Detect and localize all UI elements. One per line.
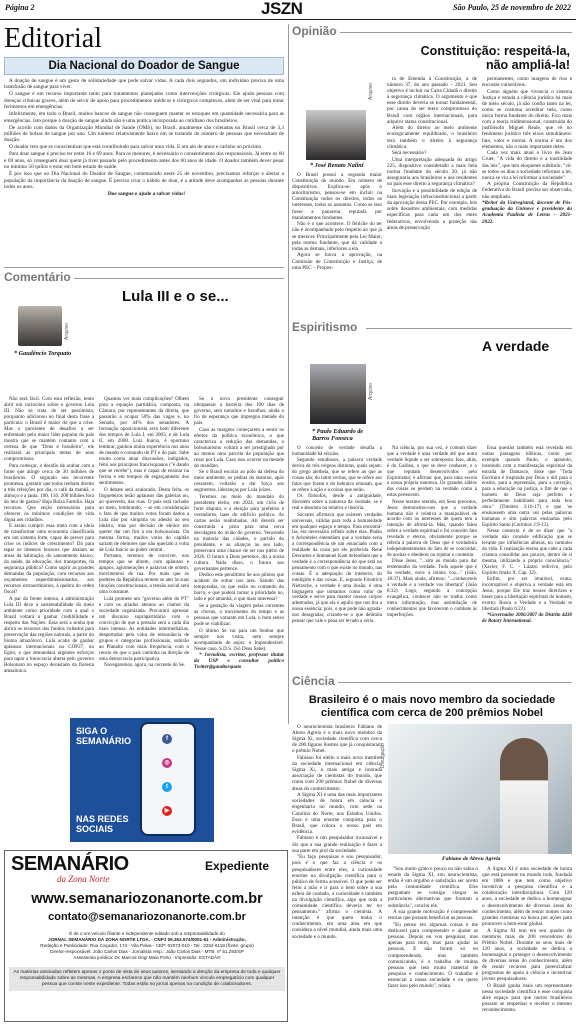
- comentario-paragraph: Se o Brasil escolar ao pólo da defesa do meio ambiente, os pedras do dominó, após cessarem, voltarão a dar força aos segmentos, lideranças por Lula juízes.: [194, 469, 284, 494]
- espiritismo-paragraph: O conceito de verdade desafia a humanidade há séculos.: [292, 446, 382, 457]
- opiniao-col-3: [482, 76, 572, 308]
- opiniao-paragraph: ta de Emenda à Constituição, a de número 37, do ano passado – 2021. Seu objetivo é incluir na Carta Cidadã o direito à segurança climática. O argumento é que esse direito deveria se tornar fundamental, por causa do ser mero compromisso do Brasil com órgãos internacionais, para adquirir status constitucional.: [387, 76, 477, 125]
- ciencia-paragraph: Fabiano é um pesquisador incansável e diz que a sua grande realização é fazer a sua parte em prol da sociedade.: [292, 835, 382, 854]
- divider: [288, 24, 289, 724]
- author-caption: * José Renato Nalini: [310, 162, 364, 169]
- footer-brand: SEMANÁRIO: [11, 853, 129, 875]
- social-title: SIGA O SEMANÁRIO: [76, 726, 132, 746]
- comentario-bio: * Jornalista, escritor, professor titular da USP e consultor político Twitter@gaudtorquato: [194, 652, 284, 671]
- photo-credit: Divulgação: [380, 743, 386, 768]
- divider: [340, 32, 572, 33]
- youtube-icon[interactable]: ▶: [162, 806, 172, 816]
- opiniao-title: Constituição: respeitá-la, não ampliá-la!: [420, 44, 570, 72]
- comentario-paragraph: Portanto, teremos de conviver, nos tempos que se abrem, com aplausos e apupos, aglomerações e palavras de ordem, movimentos de rua. Por mais que os poderes da República tentem se ater às suas funções constitucionais, a tensão social será uma constante.: [99, 553, 189, 596]
- ciencia-paragraph: A sua grande motivação é compreender teorias que possam beneficiar as pessoas.: [388, 909, 478, 922]
- espiritismo-label: Espiritismo: [292, 320, 358, 334]
- opiniao-col-1: [292, 172, 382, 308]
- ciencia-paragraph: A Sigma XI tem em seu quadro de membros mais de 200 vencedores do Prêmio Nobel. Durante os seus mais de 120 anos, a sociedade se dedica a homenagear e proteger o desenvolvimento de diversas áreas do conhecimento, além de reunir recursos para potencializar programas de apoio à ciência e incentivar jovens pesquisadores.: [482, 927, 572, 983]
- footer-info: [9, 931, 285, 961]
- espiritismo-paragraph: Na ciência, por sua vez, é comum dizer que a verdade é uma verdade até que outra verdade liquide a ser sobreposta. Isso, aliás, é do Galileu, o que se deve conhecer, e o que reputam desenvolvidos pelo Espiritismo; é afirmar que, para uma escola a nossa própria natureza. Os grandes sábios das coisas se perdem na verdade como à estas pertencem.: [387, 446, 477, 499]
- expediente-label: Expediente: [205, 859, 270, 873]
- opiniao-paragraph: Não é o que acontece. O feitiche do ter não é acompanhado pelo respeito ao que já se merecer. Principalmente pela Lei Maior, pela norma fundante, que dá validade a todas as demais, inferiores a ela.: [292, 221, 382, 252]
- opiniao-bio: *Reitor da Uniregistral, docente de Pós-graduação da Uninove e presidente da Academia Paulista de Letras – 2021-2022.: [482, 200, 572, 225]
- ciencia-paragraph: A Sigma XI é uma das mais importantes sociedades de honra em ciência e engenharia no mundo, com sede na Carolina do Norte, nos Estados Unidos. Essa é uma enorme conquista para o Brasil, que coloca o nosso país em evidência.: [292, 792, 382, 835]
- espiritismo-section: [292, 320, 572, 670]
- comentario-title: Lula III e o se...: [122, 288, 229, 305]
- footer-brand-sub: da Zona Norte: [57, 874, 110, 884]
- photo-credit: Arquivo: [368, 383, 374, 400]
- footer-line: Redação e Publicidade: Rua Caçador, 174 - Vila Palva - CEP: 02073-010 - Tel.: 2252-6118 (fonte: grupo): [40, 943, 254, 948]
- opiniao-paragraph: Agora se louva a aprovação, na Comissão de Constituição e Justiça, de uma PEC – Propos-: [292, 252, 382, 271]
- editorial-paragraph: A doação de sangue é um gesto de solidariedade que pode salvar vidas. A cada dois segundos, um indivíduo precisa de uma transfusão de sangue para viver.: [4, 78, 284, 91]
- footer-site[interactable]: www.semanariozonanorte.com.br: [31, 891, 263, 907]
- ciencia-col-1: [292, 724, 382, 1020]
- comentario-paragraph: Quantos ver mais complicações? Olhem para a equação partidária, composta, na Câmara, por representantes da direita, que passarão a ocupar 50% das vagas e, no Senado, por 44% dos senadores. A formação oposicionista será bem diferente dos tempos de Lula I, em 2003, e de Lula II, em 2008. Luiz Inácio, é oportuno lembrar, ganhou muita experiência nos anos de mando e comando do PT e do país. Sabe muito como atuar discussões, indigados, feito aos princípios francisquanos ("é dando que se recebe"), mas é capaz de ensinar na forma e em tempos de esgarçamento dos sentimentos.: [99, 396, 189, 486]
- instagram-icon[interactable]: ◎: [162, 758, 172, 768]
- editorial-paragraph: Infelizmente, em todo o Brasil, muitos bancos de sangue não conseguem manter os estoques em quantidade necessária para as emergências. Isto porque a doação de sangue ainda não é uma prática incorporada ao cotidiano dos brasileiros.: [4, 111, 284, 124]
- editorial-title-box: [4, 57, 284, 75]
- espiritismo-title: A verdade: [482, 338, 550, 354]
- editorial-paragraph: O doador tem que se conscientizar que está contribuindo para salvar uma vida. E um ato de amor e carinho ao próximo.: [9, 144, 263, 151]
- comentario-paragraph: Teremos no meio do mandato do presidente eleito, em 2024, um ciclo de forte disputa, e a eleição para prefeitos e vereadores, base do edifício político. As cartas serão realinhadas. Ali deverá ser construída a pista para uma nova decolagem do avião do governo. Vencendo na maioria das cidades, o partido do presidente, e as alianças ao seu lado, preservará uma chance de ser nos pleito de 2026. O futuro a Deus pertence, diz a nossa cultura. Nada disso, o futuro aos governantes pertence.: [194, 493, 284, 572]
- editorial-closing: Doe sangue e ajude a salvar vidas!: [107, 191, 186, 198]
- divider: [366, 328, 572, 329]
- twitter-icon[interactable]: t: [162, 782, 172, 792]
- espiritismo-paragraph: Sócrates afirmava que existem verdades universais, válidas para toda a humanidade em qualquer espaço e tempo. Para encontrá-las, era necessário refletir sobre elas. Platão e Aristóteles entendiam que a verdade seria a correspondência de um enunciado com a realidade da coisa por ele proferida. René Descartes e Immanuel Kant defendiam que a verdade é a correspondência do que está no pensamento com o que existe no mundo, nas coisas. É a adequação do intelecto, do inteligido e das coisas. E, segundo Friedrich Nietzsche, a verdade é uma ilusão, é uma linguagem que tomamos como valor de verdade e serve para manter nossos corpos adestrados, já que ela é aquilo que nos tira a nossa essência; pois, o que pode não agrada-nos desagradar, criando-se o que delimita pensar que vale e pena ser levado a sério.: [292, 512, 382, 625]
- espiritismo-paragraph: Essa questão também está revelada em outras passagens bíblicas, como por exemplo quando Paulo, o apóstolo, insutindo com a manifestação espiritual da estrada de Damasco, disse que "Toda Escritura é inspirada por Deus e útil para o ensino, para a repreensão, para a correção, para a educação na justiça, a fim de que o homem de Deus seja perfeito e perfeitamente habilitado para toda boa obra." (Timóteo 3:16-17) e que 'se ensinassem uma outra vez pelas palavras humanas e sim palavras ensinadas pelo Espírito Santo (Coríntios 2:9-13).: [482, 446, 572, 528]
- masthead-date: São Paulo, 25 de novembro de 2022: [453, 3, 571, 12]
- opiniao-paragraph: Como alguém que vivencia o sistema Justiça e estuda a ciência jurídica há mais de meio século, já não confio tanto na lei, como se costuma acreditar nela, como única forma fundante do direito. Fico mais com a teoria tridimensional, construída do jusfilósofo Miguel Reale, que vê no fenômeno jurídico três eixos simultâneos: fato, valor e norma. A norma é um dos elementos, não o mais importante deles.: [482, 88, 572, 150]
- opiniao-paragraph: Além do direito ao meio ambiente ecologicamente equilibrado, o brasileiro terá também o direito à segurança climática.: [387, 125, 477, 150]
- espiritismo-paragraph: Nesse contexto é de se dizer que "a verdade não consiste edificação que se levante por influências alheias, no caminho da vida. É realização eterna que cabe a cada criatura consolidar aos poucos, dentro de si mesma, utilizando a própria consciência." (Xavier, F. C. - Lázaro redivivo, pelo Espírito Irmão X. Cap. 32).: [482, 529, 572, 576]
- opiniao-section: [292, 24, 572, 310]
- opiniao-paragraph: O Brasil possui a segunda maior Constituição do mundo. Em número de dispositivos. Explica-se: após o autoritarismo, pensou-se em incluir na Constituição todos os direitos, todos os interesses, todos os assuntos. Como se isso fosse a panaceia reputada por mandamentos fundantes.: [292, 172, 382, 221]
- editorial-heading: Editorial: [4, 24, 102, 54]
- page-number: Página 2: [5, 3, 35, 12]
- espiritismo-bio: *Governador 2006/2007 do Distrito 4430 de Rotary International.: [482, 613, 572, 625]
- editorial-paragraph: É por isso que no Dia Nacional do Doador de Sangue, comemorado neste 25 de novembro, precisamos reforçar e alertar a população da importância da doação de sangue. É preciso criar o hábito de doar, é a atitude deve acompanhar as pessoas durante todos os anos.: [4, 171, 284, 191]
- ciencia-paragraph: Fabiano foi eleito o mais novo membro da sociedade internacional em ciência, Sigma Xi, a mais antiga e honrada associação de cientistas do mundo, que conta com 200 prêmios Nobel de diversas áreas do conhecimento.: [292, 755, 382, 792]
- comentario-paragraph: A par da frente interna, a administração Lula III deve a sustentabilidade do meio ambiente como prioridade com a qual o Brasil voltará a ganhar credibilidade e respeito das Nações. Essa será a senha que abrirá os recursos dos fundos voltados para preservação das regiões naturais, a partir do bioma amazônico. Lula acaba de ganhar aplausos internacionais na COP27, no Egito, o que demandará urgentes esforços para tapar a burocracia aberta pelo governo Bolsonaro no espaço devastado da floresta amazônica.: [4, 595, 94, 674]
- author-photo: [310, 364, 366, 424]
- ciencia-label: Ciência: [292, 674, 335, 688]
- facebook-icon[interactable]: f: [162, 734, 172, 744]
- ciencia-paragraph: O Brasil ganha mais um representante nessa sociedade científica e esse conquista abre espaço para que outros brasileiros possam se empenhar e receber o mesmo reconhecimento.: [482, 982, 572, 1014]
- ciencia-paragraph: "Eu faço pesquisas e sou pesquisador, pois é o que faz a ciência e os pesquisadores entre eles, a curiosidade enorme na divulgação científica para o público de forma acessível. O que pode ser feito a mão e ir para o bem sobre a sua esfera de cuidado, a curiosidade e também na divulgação científica, algo que toda a comunidade científica deveria ter no pensamento." afirma o cientista. A intenção é que quem tenha o conhecimento, em uma área em que considera a nível mundial, ainda mais uma sociedade e o mundo.: [292, 854, 382, 940]
- divider: [4, 267, 284, 268]
- social-banner[interactable]: [70, 718, 214, 842]
- opiniao-paragraph: Uma interpretação adequada do artigo 225, dispositivo considerado a mais bela norma fundante do século 20, já não asseguraria aos brasileiros e aos residentes no país esse direito à segurança climática?: [387, 157, 477, 188]
- comentario-body: [4, 396, 284, 718]
- expediente-box: [4, 850, 288, 1022]
- footer-line: Assessoria jurídica: Dr. Marcos Dogi Maia Porto - Impressão: ESTADÃO: [73, 955, 221, 960]
- comentario-paragraph: Lula promete um "governo além do PT" e com os aliados atentos ao clamor da sociedade organizada. Procurará apressar um discurso suprapartidário com o convicção de que a pressão será a cada dia mais intensa. As entidades intermediárias, despertadas pela volta de ressonância de grupos e categorias profissionais, subirão ao Planalto com mais frequência, com o receio de que o país caminha na direção de uma democracia participativa.: [99, 595, 189, 662]
- editorial-paragraph: De acordo com dados da Organização Mundial de Saúde (OMS), no Brasil, atualmente são coletadas no Brasil cerca de 3,3 milhões de bolsas de sangue por ano. Um número relativamente baixo em se tratando do número de pessoas que necessitam de doação.: [4, 124, 284, 144]
- ciencia-paragraph: "Sou muito grato e pouco eu não sabia o estado da Sigma XI, sou neurocientista, então é um orgulho e satisfação ser aceito pela comunidade científica. Eles perguntam se consigo chegar às particulares alternativas que formam a substância", conclui ele.: [388, 866, 478, 909]
- comentario-paragraph: O último Se vai para um Senhor que sempre nos visita, nem sempre acompanhado de anjos: o Imponderável. Nesse caso, S.D.S. (Só Deus Sabe).: [194, 627, 284, 652]
- editorial-body: [4, 78, 284, 197]
- opiniao-col-2: [387, 76, 477, 308]
- comentario-paragraph: Navegaremos, agora, na corrente do Se.: [104, 662, 186, 669]
- espiritismo-paragraph: Segundo estudiosos, a palavra verdade deriva de três origens distintas, quais sejam: do grego aletheia, que se refere ao que as coisas são; do latim veritas, que se refere aos fatos que foram e do hebraico emunah, que se refere à ação e a coisas que serão.: [292, 458, 382, 493]
- footer-line: Diretor-responsável: João Carlos Dias - Jornalista resp.: João Carlos Dias - MTB: nº 51.293/SP: [50, 949, 244, 954]
- footer-line: JORNAL SEMANÁRIO DA ZONA NORTE LTDA. - CNPJ 09.352.574/0001-61 - Administração,: [48, 937, 246, 942]
- opiniao-paragraph: permanentes, como margens de rios e encostas vulneráveis.: [482, 76, 572, 89]
- footer-email[interactable]: contato@semanariozonanorte.com.br: [48, 911, 246, 923]
- ciencia-section: [292, 674, 572, 1022]
- comentario-paragraph: Caso as margens começarem a sentir os efeitos da política econômica, o que caracteriza a redução das demandas, o bolsonarismo voltará a ser prestigiado por ao menos uma parcela da população que rezar por Lula. Caso isso ocorrer na metade do mandato.: [194, 426, 284, 469]
- ciencia-paragraph: A Sigma XI é uma sociedade de honra que está presente no mundo todo, fundada em 1886 e que tem como objetivo incentivar a pesquisa científica e a colaboração interdisciplinar. Com 120 anos, a sociedade se dedica a homenagear o desenvolvimento de diversas áreas do conhecimento, além de reunir nomes como grandes cientistas na busca por ações para promover o bem-estar global.: [482, 866, 572, 927]
- comentario-label: Comentário: [4, 270, 71, 284]
- author-photo: [18, 306, 62, 346]
- espiritismo-body: [292, 446, 572, 668]
- opiniao-paragraph: Será necessário?: [392, 150, 427, 157]
- editorial-paragraph: O sangue é um recurso importante tanto para tratamentos planejados como intervenções cirúrgicas. Ele ajuda pessoas com doenças crônicas graves, além de servir de apoio para procedimentos médicos e cirúrgicos complexos, além de ser vital para tratar ferimentos em emergências.: [4, 91, 284, 111]
- comentario-section: [4, 270, 284, 724]
- editorial-section: [4, 24, 284, 264]
- author-photo: [306, 110, 366, 160]
- phone-graphic: [140, 722, 196, 836]
- author-caption: * Paulo Eduardo de Barros Fonseca: [312, 428, 364, 442]
- comentario-paragraph: Se o novo presidente conseguir ultrapassar a barreira dos 100 dias de governo, sem tumultos e barulhos, ainda o fio de esperança que impregna metade do país.: [194, 396, 284, 426]
- ciencia-title: Brasileiro é o mais novo membro da sociedade científica com cerca de 200 prêmios Nobel: [308, 694, 556, 719]
- masthead: [0, 0, 576, 20]
- ciencia-paragraph: O neurocientista brasileiro Fabiano de Abreu Agrela é o mais novo membro da Sigma Xi, sociedade científica com cerca de 200 figuras ilustres que já conquistaram o prêmio Nobel.: [292, 724, 382, 755]
- divider: [74, 278, 284, 279]
- comentario-paragraph: Se a gestação da viagem pelas correntes as chuvas, o movimento do tempo e as pessoas que votaram em Lula, o bom senso pode se viabilizar.: [194, 602, 284, 627]
- scientist-photo: [388, 724, 572, 854]
- footer-line: É de o um veículo filiante e independente editado sob a responsabilidade do: [69, 931, 225, 936]
- ciencia-paragraph: "Eu penso em algumas coisas e me dedicarei para compreender e ajudar as pessoas. Depois eu vou pesquisar, mas apenas para mim, mas para ajudar às pessoas. E não foram só eu compreendendo, mas também comunicando, é o trabalho de muitas pessoas que tem muito material de pesquisa e conhecimento. O trabalho é essencial a nossa sociedade e eu quero fazer isso pelo mundo", relata.: [388, 922, 478, 989]
- footer-disclaimer: As matérias assinadas refletem apenas o ponto de vista de seus autores, isentando a direção da empresa de toda e qualquer responsabilidade sobre as mesmas. A empresa esclarece que não mantém nenhum vínculo empregatício com qualquer pessoa que conste neste expediente. Todas estão no jornal apenas na condição de colaboradores.: [9, 967, 285, 991]
- scientist-figure: [500, 738, 548, 854]
- social-subtitle: NAS REDES SOCIAIS: [76, 814, 129, 834]
- logo: JSZN: [261, 0, 303, 18]
- comentario-paragraph: O debate será acalorado. Desta feita, os fisgueteiros terão aplausos das galerias ou, ao quererem, das ruas. O país está rachado ao meio, lembrando, – se em consideração o fato de que muitos votos foram dados a Lula não por simpatia ou adesão ao seu ideário, mas por decisão de eleitor em querer dar um fim à era bolsonarista. Da mesma forma, muitos votos do capitão saíram de eleitores que não queriam a volta de Luiz Inácio ao poder central.: [99, 486, 189, 553]
- comentario-paragraph: Para começar, o desafio de acabar com a fome que atinge cerca de 30 milhões de brasileiros. O segundo seu recorrente promessa, garantir que todos tenham direito a três refeições por dia, o café da manhã, o almoço e a janta. 100, 150, 200 bilhões fora do teto de gastos? Haja Bolsa Família. Haja recursos. Que seção necessários para oferecer os mínimos condições de vida digna aos cidadãos.: [4, 462, 94, 523]
- editorial-paragraph: Para doar sangue é preciso ter entre 16 e 69 anos. Para os menores, é necessário o consentimento dos responsáveis. Já entre os 60 e 69 anos, só conseguem doar quem já tiver passado pelo procedimento antes dos 60 anos de idade. O doador também dever pesar no mínimo 50 quilos e estar em bom estado de saúde.: [4, 151, 284, 171]
- photo-credit: Arquivo: [368, 83, 374, 100]
- espiritismo-paragraph: Disse Jesus, "...sim ao mundo para dar testemunho da verdade. Todo aquele que é da verdade, ouve a minha voz..." (João, 18:37). Mais ainda, afirmou: "...conhecereis a verdade e a verdade vos libertará" (João 8:32). Logo, segundo a concepção evangélica, conhecer não se traduz como mera informação, mas assimilação de conhecimentos que favorecem o combate às imperfeições.: [387, 559, 477, 618]
- ciencia-col-3: [482, 866, 572, 1020]
- photo-credit: Arquivo: [64, 323, 70, 340]
- author-caption: * Gaudêncio Torquato: [14, 350, 72, 357]
- espiritismo-paragraph: Nesse mesmo sentido, em Seus preceitos, Jesus demonstrou-nos que a verdade humana não é relativa a manipulável de acordo com os interesses de quem tem a intenção de afirmá-la. Mas, quando falou sobre a verdade espiritual e foi conceito fato revelado e eterno, obviamente porque se referia à palavra de Deus que é verdadeira independentemente do fato de se concordar, de aceitar e obedecer ou rejeitar e contestar.: [387, 499, 477, 558]
- comentario-paragraph: Dedico este penúltimo Se aos pilotos que acabam de soltar nos ares. Saindo das temporadas, os que estão no comando do barco, e que poderá tomar a prioridade no, lado e por amanhã, o que mais interessa?: [194, 572, 284, 603]
- comentario-paragraph: E assim cumprir essa meta com a ideia de transformar uma economia classificada em um sistema forte, capaz de prever para crise os índices de crescimento? Dá para tapar os imensos buracos que abalam as áreas da habitação, do saneamento básico, da saúde, da educação, dos transportes, da segurança pública? Como suprir as grandes demandas da população, com recursos aos orçamentos superdimensionados, aos recursos extraordinários, à quebra do orden fiscal?: [4, 523, 94, 596]
- espiritismo-paragraph: Os filósofos, desde a antiguidade, discutem sobre a natureza da verdade, se é real e absoluta ou relativa e ilusória.: [292, 494, 382, 512]
- opiniao-paragraph: Cada vez mais atual o livro de Jean Cruet, "A vida do direito e a inutilidade das leis", que tem eloquente subtítulo: "vê-se todos os dias a sociedade reformar a lei, nunca se viu a lei reformar a sociedade".: [482, 150, 572, 181]
- opiniao-paragraph: Inovação e a possibilidade de edição de mais legislação infraconstitucional a partir da aprovação dessa PEC. Por exemplo, leis sobre desastres ambientais, com medidas específicas para cada um dos entes federativos, envolvendo a proteção das áreas de preservação: [387, 188, 477, 231]
- espiritismo-paragraph: Enfim, por ser imutável, exata, incorruptível e objetiva a verdade está em Jesus, porque Ele traz nesses diretrizes e bases para a libertação espiritual do homem, exorto: Busca a Verdade e a Verdade te libertará (Paulo 6:22).: [482, 577, 572, 612]
- opiniao-paragraph: A própria Constituição da República Federativa do Brasil precisa ser observada, não ampliada.: [482, 181, 572, 200]
- opiniao-label: Opinião: [292, 24, 337, 38]
- divider: [338, 682, 572, 683]
- editorial-title: Dia Nacional do Doador de Sangue: [48, 60, 240, 72]
- ciencia-col-2: [388, 866, 478, 1020]
- comentario-paragraph: Não será fácil. Com esta reflexão, tento abrir um raciocínio sobre o governo Lula III. Não se trata de ser pessimista, porquanto adicionou no final desta frase a partícula: o Brasil é maior do que a crise. Mas o quociente de desafios a ser enfrentado pelo maior líder popular do país mostra que se mantém contanto com a certeza de que "Deus é brasileiro", ele realizará as principais metas de seus compromissos.: [4, 396, 94, 462]
- scientist-caption: Fabiano de Abreu Agrela: [442, 856, 501, 862]
